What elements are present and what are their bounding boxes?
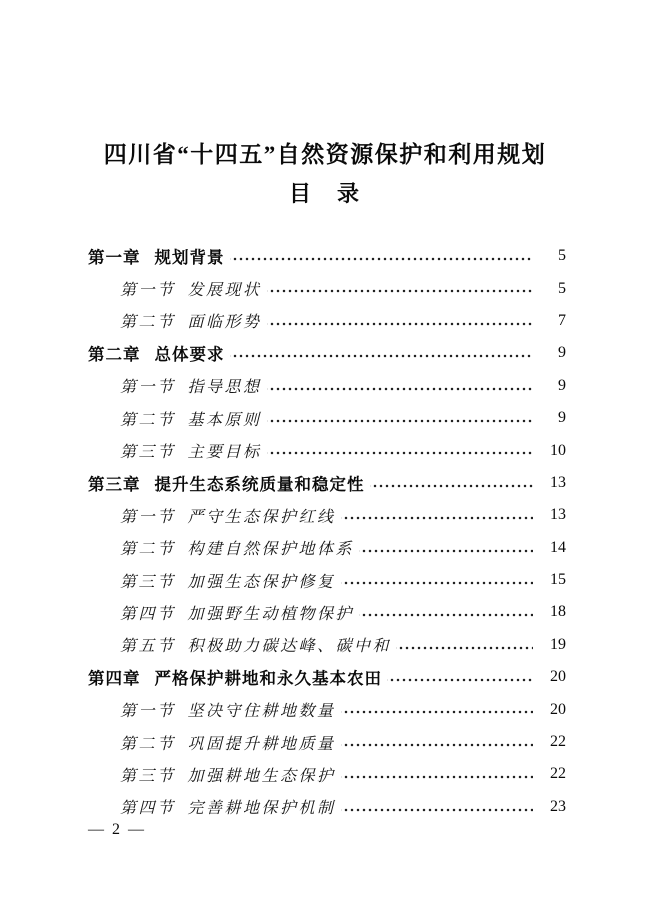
toc-entry-page: 9 — [558, 409, 566, 427]
dot-leader — [370, 467, 534, 499]
dot-leader — [341, 791, 533, 823]
toc-entry-title: 构建自然保护地体系 — [187, 541, 355, 559]
toc-entry-page: 20 — [550, 668, 566, 686]
toc-entry-page: 7 — [558, 311, 566, 329]
toc-entry-page: 5 — [558, 247, 566, 265]
toc-entry-title: 指导思想 — [187, 379, 262, 397]
toc-entry-title: 完善耕地保护机制 — [187, 800, 336, 818]
dot-leader — [359, 596, 533, 628]
toc-entry — [88, 661, 566, 693]
dot-leader — [341, 726, 533, 758]
toc-entry-title: 基本原则 — [187, 411, 262, 429]
toc-entry-title: 巩固提升耕地质量 — [187, 735, 336, 753]
toc-entry-title: 坚决守住耕地数量 — [187, 703, 336, 721]
dot-leader — [267, 305, 533, 337]
toc-entry — [88, 532, 566, 564]
toc-entry-page: 13 — [550, 506, 566, 524]
toc-entry-title: 主要目标 — [187, 444, 262, 462]
toc-entry-page: 18 — [550, 603, 566, 621]
dot-leader — [267, 272, 533, 304]
toc-entry-label: 第四节 — [120, 605, 176, 623]
toc-entry-page: 19 — [550, 635, 566, 653]
toc-entry-title: 面临形势 — [187, 314, 262, 332]
toc-entry-label: 第二章 — [88, 346, 141, 365]
toc-entry-page: 9 — [558, 376, 566, 394]
toc-entry-label: 第四节 — [120, 800, 176, 818]
toc-entry-label: 第一节 — [120, 508, 176, 526]
toc-entry — [88, 499, 566, 531]
toc-entry-label: 第一章 — [88, 249, 141, 268]
toc-entry — [88, 337, 566, 369]
toc-entry — [88, 272, 566, 304]
toc-heading: 目 录 — [288, 181, 361, 206]
toc-entry-label: 第二节 — [120, 735, 176, 753]
toc-entry-label: 第一节 — [120, 703, 176, 721]
dot-leader — [230, 240, 534, 272]
toc-entry-page: 9 — [558, 344, 566, 362]
toc-entry-page: 13 — [550, 473, 566, 491]
dot-leader — [341, 499, 533, 531]
toc-entry-title: 积极助力碳达峰、碳中和 — [187, 638, 392, 656]
toc-list — [88, 240, 566, 823]
toc-entry — [88, 402, 566, 434]
toc-entry-label: 第二节 — [120, 541, 176, 559]
dot-leader — [341, 758, 533, 790]
dot-leader — [267, 434, 533, 466]
toc-entry — [88, 434, 566, 466]
dot-leader — [230, 337, 534, 369]
toc-entry-title: 严守生态保护红线 — [187, 508, 336, 526]
toc-entry — [88, 240, 566, 272]
toc-entry — [88, 564, 566, 596]
toc-entry-label: 第四章 — [88, 670, 141, 689]
toc-entry-page: 22 — [550, 733, 566, 751]
dot-leader — [387, 661, 533, 693]
toc-entry-page: 14 — [550, 538, 566, 556]
toc-entry-page: 23 — [550, 797, 566, 815]
document-title: 四川省“十四五”自然资源保护和利用规划 — [103, 142, 547, 167]
page-number-footer: — 2 — — [88, 821, 146, 838]
toc-entry — [88, 467, 566, 499]
toc-entry — [88, 791, 566, 823]
dot-leader — [341, 693, 533, 725]
toc-entry-label: 第三节 — [120, 573, 176, 591]
toc-entry-label: 第三节 — [120, 767, 176, 785]
toc-entry — [88, 726, 566, 758]
toc-entry-page: 20 — [550, 700, 566, 718]
toc-entry-title: 加强生态保护修复 — [187, 573, 336, 591]
toc-entry — [88, 629, 566, 661]
toc-entry-title: 发展现状 — [187, 282, 262, 300]
dot-leader — [341, 564, 533, 596]
dot-leader — [359, 532, 533, 564]
toc-entry — [88, 596, 566, 628]
toc-entry — [88, 370, 566, 402]
toc-entry-label: 第二节 — [120, 314, 176, 332]
toc-entry-title: 总体要求 — [154, 346, 225, 365]
dot-leader — [396, 629, 533, 661]
toc-entry-page: 22 — [550, 765, 566, 783]
toc-entry-label: 第一节 — [120, 379, 176, 397]
toc-entry-title: 严格保护耕地和永久基本农田 — [154, 670, 382, 689]
toc-entry-label: 第一节 — [120, 282, 176, 300]
toc-entry — [88, 693, 566, 725]
toc-entry-title: 规划背景 — [154, 249, 225, 268]
toc-entry-page: 15 — [550, 571, 566, 589]
toc-entry-label: 第三章 — [88, 475, 141, 494]
dot-leader — [267, 370, 533, 402]
toc-entry-title: 提升生态系统质量和稳定性 — [154, 475, 365, 494]
toc-entry-page: 5 — [558, 279, 566, 297]
dot-leader — [267, 402, 533, 434]
toc-entry-label: 第二节 — [120, 411, 176, 429]
toc-entry-title: 加强野生动植物保护 — [187, 605, 355, 623]
toc-entry-label: 第三节 — [120, 444, 176, 462]
toc-entry-page: 10 — [550, 441, 566, 459]
toc-entry-title: 加强耕地生态保护 — [187, 767, 336, 785]
toc-entry — [88, 305, 566, 337]
toc-entry — [88, 758, 566, 790]
toc-entry-label: 第五节 — [120, 638, 176, 656]
